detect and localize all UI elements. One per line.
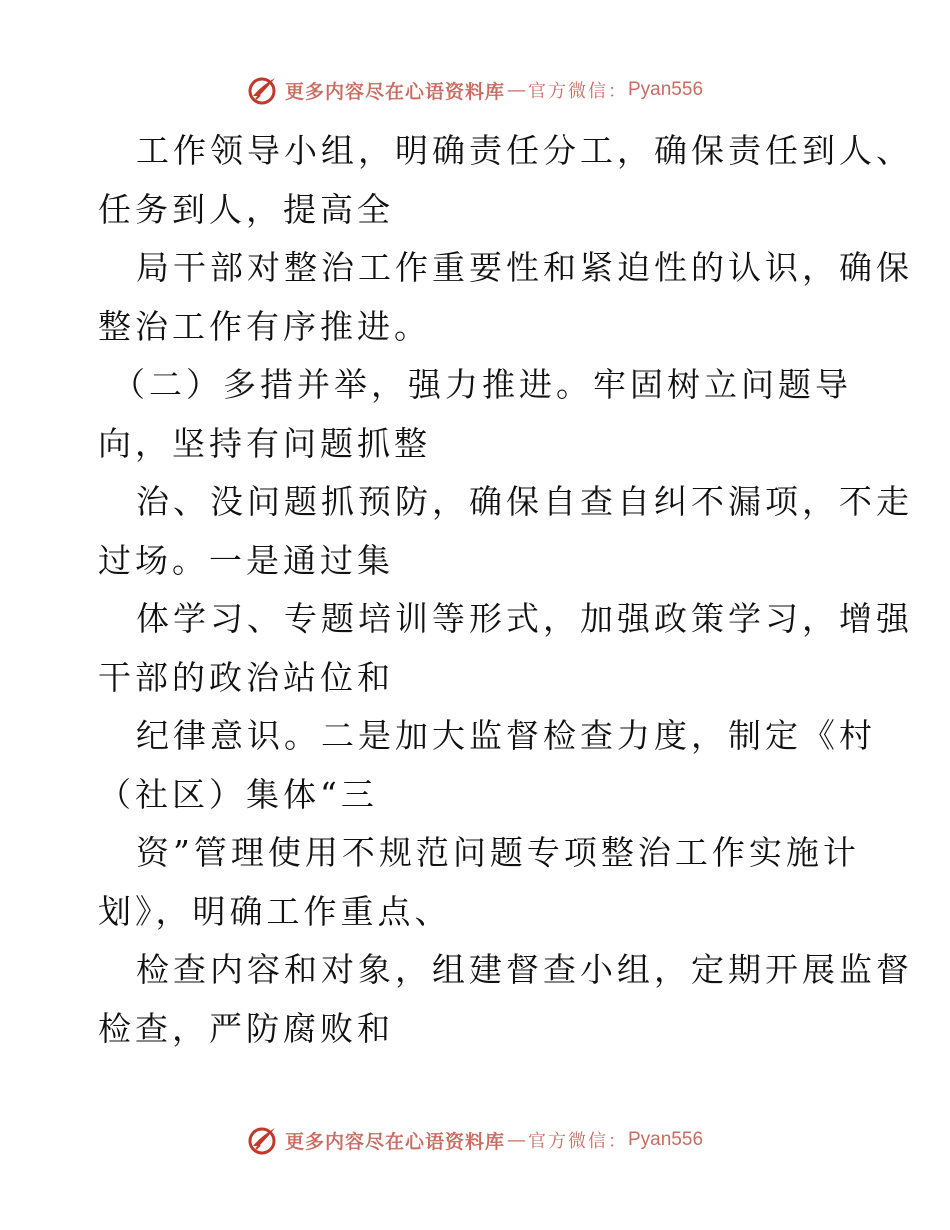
text-line: 体学习、专题培训等形式，加强政策学习，增强 [136, 599, 913, 638]
quill-logo-icon [247, 74, 279, 106]
watermark-dash: — [507, 79, 526, 101]
text-line: 纪律意识。二是加大监督检查力度，制定《村 [136, 716, 876, 755]
watermark-text: 更多内容尽在心语资料库 [284, 80, 505, 103]
text-line: 过场。一是通过集 [98, 540, 394, 580]
text-line: 局干部对整治工作重要性和紧迫性的认识，确保 [136, 248, 913, 287]
text-line: 任务到人，提高全 [98, 189, 394, 229]
text-line: 向，坚持有问题抓整 [98, 423, 431, 463]
text-line: 资”管理使用不规范问题专项整治工作实施计 [136, 833, 860, 872]
text-line: （二）多措并举，强力推进。牢固树立问题导 [112, 365, 852, 404]
watermark-text: 更多内容尽在心语资料库 [284, 1130, 505, 1153]
quill-logo-icon [247, 1124, 279, 1156]
document-body [98, 122, 913, 1058]
text-line: 检查，严防腐败和 [98, 1008, 394, 1048]
wechat-label: 官方微信： [528, 1131, 628, 1152]
footer-watermark [0, 1120, 950, 1160]
header-watermark [0, 70, 950, 110]
wechat-id: Pyan556 [628, 1129, 704, 1150]
text-line: 工作领导小组，明确责任分工，确保责任到人、 [136, 131, 913, 170]
text-line: 划》，明确工作重点、 [98, 891, 452, 931]
watermark-dash: — [507, 1129, 526, 1151]
wechat-id: Pyan556 [628, 79, 704, 100]
text-line: （社区）集体“三 [98, 774, 378, 814]
text-line: 干部的政治站位和 [98, 657, 394, 697]
text-line: 检查内容和对象，组建督查小组，定期开展监督 [136, 950, 913, 989]
text-line: 整治工作有序推进。 [98, 306, 431, 346]
wechat-label: 官方微信： [528, 81, 628, 102]
text-line: 治、没问题抓预防，确保自查自纠不漏项，不走 [136, 482, 913, 521]
